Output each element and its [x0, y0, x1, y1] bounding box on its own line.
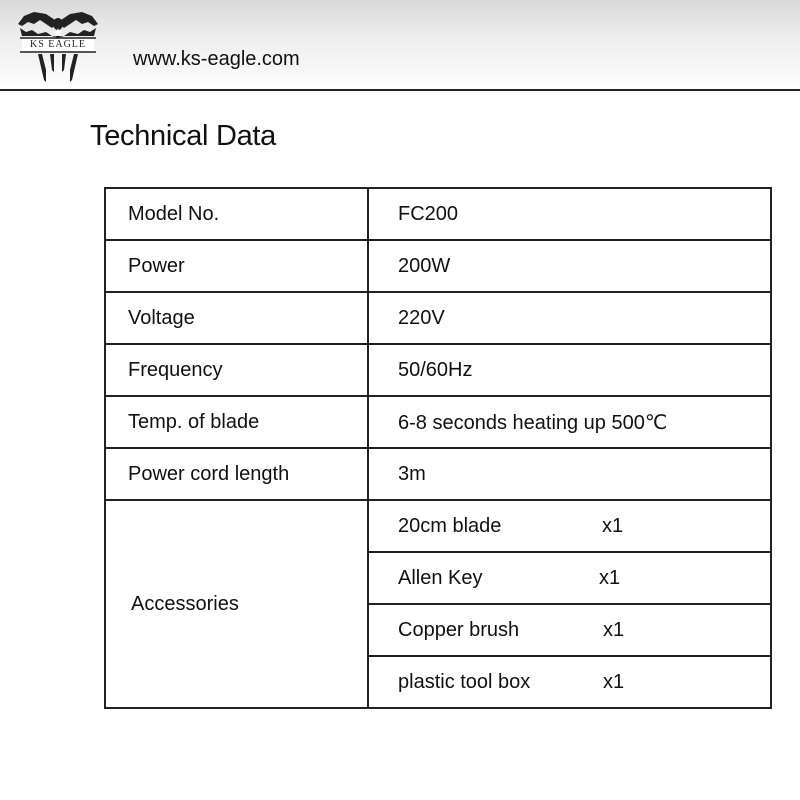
accessory-name: Allen Key: [398, 566, 483, 589]
table-row: [105, 188, 771, 240]
logo-wordmark: KS EAGLE: [22, 39, 94, 51]
accessory-qty: x1: [602, 514, 624, 537]
spec-label: Power cord length: [105, 448, 368, 500]
spec-value: 6-8 seconds heating up 500℃: [368, 396, 771, 448]
accessories-label: Accessories: [105, 500, 368, 708]
accessory-name: Copper brush: [398, 618, 520, 641]
spec-label: Voltage: [105, 292, 368, 344]
spec-value: FC200: [368, 188, 771, 240]
spec-value: 220V: [368, 292, 771, 344]
spec-label: Frequency: [105, 344, 368, 396]
accessory-name: 20cm blade: [398, 514, 502, 537]
accessory-item: [368, 552, 771, 604]
spec-value: 50/60Hz: [368, 344, 771, 396]
table-row: [105, 240, 771, 292]
spec-label: Power: [105, 240, 368, 292]
table-row: [105, 448, 771, 500]
technical-data-table: [104, 187, 772, 709]
spec-value: 200W: [368, 240, 771, 292]
accessory-qty: x1: [603, 670, 625, 693]
header-band: [0, 0, 800, 90]
spec-label: Temp. of blade: [105, 396, 368, 448]
accessory-qty: x1: [603, 618, 625, 641]
ks-eagle-logo: [16, 8, 100, 86]
table-row: [105, 292, 771, 344]
spec-label: Model No.: [105, 188, 368, 240]
table-row: [105, 344, 771, 396]
header-divider: [0, 89, 800, 91]
page-title: Technical Data: [90, 120, 277, 152]
accessory-item: [368, 656, 771, 708]
spec-value: 3m: [368, 448, 771, 500]
table-row: [105, 500, 771, 552]
accessory-qty: x1: [599, 566, 621, 589]
accessory-item: [368, 604, 771, 656]
accessory-name: plastic tool box: [398, 670, 531, 693]
table-row: [105, 396, 771, 448]
accessory-item: [368, 500, 771, 552]
website-url: www.ks-eagle.com: [133, 48, 300, 70]
